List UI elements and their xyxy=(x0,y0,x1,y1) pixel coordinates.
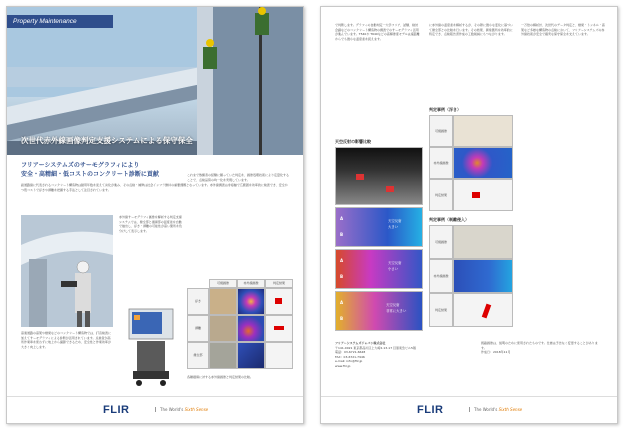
table-row-label: 浮き xyxy=(187,288,209,315)
visible-image-tile xyxy=(453,225,513,259)
page-footer xyxy=(7,396,303,423)
disclaimer-text: 掲載画像は、説明のために使用されたものです。仕様は予告なく変更することがあります。 xyxy=(481,341,598,350)
flir-logo: FLIR xyxy=(417,404,444,416)
row-label: 赤外線画像 xyxy=(429,147,453,179)
tagline: The World's Sixth Sense xyxy=(469,407,522,412)
company-website[interactable]: www.flir.jp xyxy=(335,363,351,368)
company-email[interactable]: e-mail: info@flir.jp xyxy=(335,359,363,364)
figure-3-title: 判定事例（剥離侵入） xyxy=(429,217,469,222)
result-image-tile xyxy=(265,315,293,342)
inspector-photo xyxy=(21,215,113,327)
result-image-tile xyxy=(265,342,293,369)
thermal-image-tile xyxy=(237,315,265,342)
table-header: 可視画像 xyxy=(209,279,237,288)
column-2-text: に赤外線の温度差を解析するが、その際に微小な変化に基づいて健全部との比較を行います。その結果、異常箇所を効率的に特定でき、点検報告書作成の工数削減にもつながります。 xyxy=(429,23,514,37)
company-address: 〒141-0021 東京都品川区上大崎2-13-17 目黒東急ビル5階 xyxy=(335,345,416,350)
contact-block xyxy=(335,341,465,369)
figure-1-title: 天空反射の影響比較 xyxy=(335,139,371,144)
table-row-label: 剥離 xyxy=(187,315,209,342)
tagline: The World's Sixth Sense xyxy=(155,407,208,412)
publication-date: 作成日：2018年11月 xyxy=(481,350,511,355)
notes-block xyxy=(481,341,601,355)
table-header: 判定結果 xyxy=(265,279,293,288)
thermal-tile-2: A B 天空反射 小さい xyxy=(335,249,423,289)
company-fax: FAX：03-6721-7946 xyxy=(335,354,365,359)
hero-title: 次世代赤外線画像判定支援システムによる保守保全 xyxy=(21,136,193,145)
table-row-label: 健全部 xyxy=(187,342,209,369)
subheading xyxy=(21,161,159,179)
flir-logo: FLIR xyxy=(103,404,130,416)
brochure-page-2 xyxy=(320,6,618,424)
left-column-text: 高速道路の高架や橋梁などのコンクリート構造物では、打音検査に加えてサーモグラフィによる診断が活用されています。点検者が高所作業車を使わずに地上から撮影できるため、安全性と作業効率が大きく向上します。 xyxy=(21,331,111,349)
intro-paragraph: 鉄道路線に代表されるコンクリート構造物は耐用年数を迎えて劣化が進み、その点検・補修は社会インフラ維持の重要課題となっています。赤外線調査は非接触で広範囲を効率的に検査でき、安全かつ低コストで浮きや剥離を把握する手法として注目されています。 xyxy=(21,183,288,192)
company-phone: 電話：03-6721-6648 xyxy=(335,350,366,355)
figure-2-title: 判定事例（浮き） xyxy=(429,107,461,112)
thermal-camera-photo xyxy=(123,307,179,387)
row-label: 可視画像 xyxy=(429,225,453,259)
result-image-tile xyxy=(265,288,293,315)
thermal-image-tile xyxy=(237,288,265,315)
float-example-figure xyxy=(429,115,513,211)
row-label: 赤外線画像 xyxy=(429,259,453,293)
delamination-example-figure xyxy=(429,225,513,325)
middle-column-text: 赤外線サーモグラフィ画像を解析する判定支援システムでは、健全部と損傷部の温度差を自動で抽出し、浮き・剥離の可能性が高い箇所を色分けして表示します。 xyxy=(119,215,183,233)
sky-reflection-photo xyxy=(335,147,423,205)
row-label: 判定結果 xyxy=(429,179,453,211)
row-label: 判定結果 xyxy=(429,293,453,327)
visible-image-tile xyxy=(453,115,513,147)
category-badge: Property Maintenance xyxy=(7,15,113,28)
thermal-image-tile xyxy=(237,342,265,369)
visible-image-tile xyxy=(209,288,237,315)
thermal-tile-3: A B 天空反射 非常に大きい xyxy=(335,291,423,331)
company-name: フリアーシステムズジャパン株式会社 xyxy=(335,341,386,345)
comparison-table xyxy=(187,279,291,371)
column-1-text: で判断します。グラフィの自動判定一大学フリア、試験、検討会議などのコンクリート構造物の調査でのサーモグラフィ活用が進んでいます。T540や T640などの高解像度モデルは遠距離からでも微小な温度差を捉えます。 xyxy=(335,23,420,41)
table-header: 赤外線画像 xyxy=(237,279,265,288)
visible-image-tile xyxy=(209,315,237,342)
right-column-text: これまで熟練者の経験に頼っていた判定を、画像処理技術により定量化することで、点検品質の均一化を実現しています。 xyxy=(187,173,290,182)
page-footer xyxy=(321,396,617,423)
visible-image-tile xyxy=(209,342,237,369)
thermal-image-tile xyxy=(453,259,513,293)
subhead-line-2: 安全・高精細・低コストのコンクリート診断に貢献 xyxy=(21,171,159,178)
column-3-text: 一万倍の解析計、次世代のデータ判定と、橋梁・トンネル・高架など多様な構造物の点検において、フリアーシステムズの赤外線技術が安全で確実な保守保全を支えています。 xyxy=(521,23,605,37)
hero-photo xyxy=(7,7,303,155)
brochure-page-1 xyxy=(6,6,304,424)
thermal-tile-1: A B 天空反射 大きい xyxy=(335,207,423,247)
result-image-tile xyxy=(453,179,513,211)
result-image-tile xyxy=(453,293,513,327)
sky-reflection-figure xyxy=(335,147,421,329)
thermal-image-tile xyxy=(453,147,513,179)
table-caption: 各種損傷に対する赤外線画像と判定結果の比較。 xyxy=(187,375,254,379)
row-label: 可視画像 xyxy=(429,115,453,147)
subhead-line-1: フリアーシステムズのサーモグラフィにより xyxy=(21,162,140,169)
highway-illustration xyxy=(7,7,303,155)
